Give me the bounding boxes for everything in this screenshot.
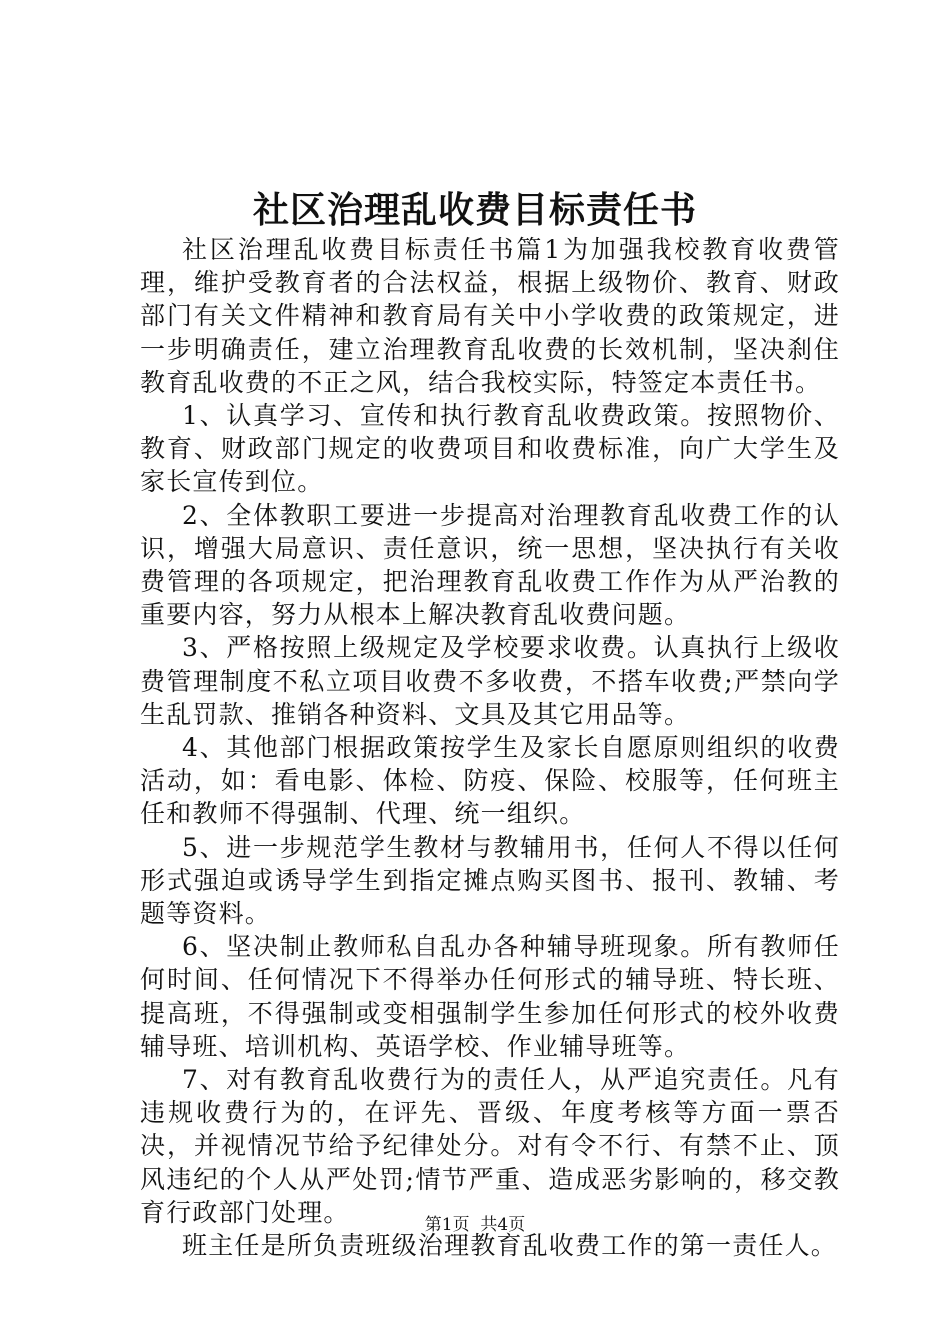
paragraph-intro: 社区治理乱收费目标责任书篇1为加强我校教育收费管理，维护受教育者的合法权益，根据上级物价、教育、财政部门有关文件精神和教育局有关中小学收费的政策规定，进一步明确责任，建立治理教育乱收费的长效机制，坚决刹住教育乱收费的不正之风，结合我校实际，特签定本责任书。: [140, 235, 840, 397]
paragraph-item-7: 7、对有教育乱收费行为的责任人，从严追究责任。凡有违规收费行为的，在评先、晋级、年度考核等方面一票否决，并视情况节给予纪律处分。对有令不行、有禁不止、顶风违纪的个人从严处罚;情节严重、造成恶劣影响的，移交教育行政部门处理。: [140, 1065, 840, 1227]
document-title: 社区治理乱收费目标责任书: [252, 189, 697, 231]
page-footer: [0, 1214, 950, 1236]
paragraph-item-1: 1、认真学习、宣传和执行教育乱收费政策。按照物价、教育、财政部门规定的收费项目和收费标准，向广大学生及家长宣传到位。: [140, 401, 840, 497]
paragraph-item-3: 3、严格按照上级规定及学校要求收费。认真执行上级收费管理制度不私立项目收费不多收费，不搭车收费;严禁向学生乱罚款、推销各种资料、文具及其它用品等。: [140, 633, 840, 729]
paragraph-item-5: 5、进一步规范学生教材与教辅用书，任何人不得以任何形式强迫或诱导学生到指定摊点购买图书、报刊、教辅、考题等资料。: [140, 832, 840, 929]
page-number-label: 第1页 共4页: [424, 1215, 526, 1235]
paragraph-item-4: 4、其他部门根据政策按学生及家长自愿原则组织的收费活动，如：看电影、体检、防疫、保险、校服等，任何班主任和教师不得强制、代理、统一组织。: [140, 733, 840, 829]
paragraph-closing: 班主任是所负责班级治理教育乱收费工作的第一责任人。: [182, 1231, 838, 1261]
document-body: [140, 233, 840, 1262]
paragraph-item-2: 2、全体教职工要进一步提高对治理教育乱收费工作的认识，增强大局意识、责任意识，统一思想，坚决执行有关收费管理的各项规定，把治理教育乱收费工作作为从严治教的重要内容，努力从根本上解决教育乱收费问题。: [140, 500, 840, 630]
paragraph-item-6: 6、坚决制止教师私自乱办各种辅导班现象。所有教师任何时间、任何情况下不得举办任何形式的辅导班、特长班、提高班，不得强制或变相强制学生参加任何形式的校外收费辅导班、培训机构、英语学校、作业辅导班等。: [140, 932, 840, 1061]
